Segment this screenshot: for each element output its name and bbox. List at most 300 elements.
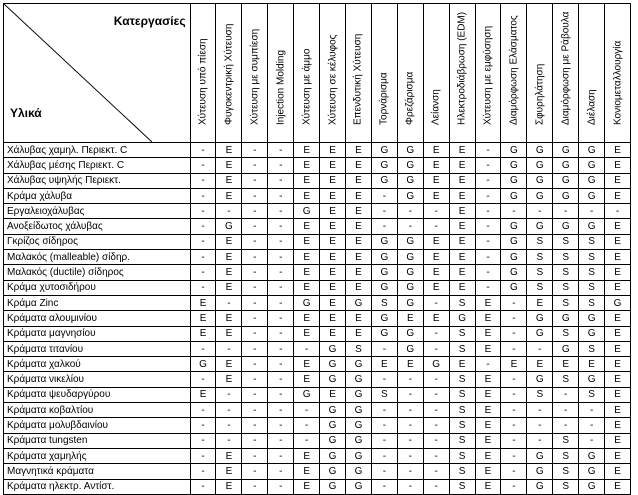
rating-cell: G (320, 372, 346, 387)
process-material-table-sheet (3, 3, 631, 493)
rating-cell: E (605, 357, 631, 372)
process-material-table (3, 3, 631, 495)
rating-cell: - (268, 464, 294, 479)
rating-cell: G (346, 372, 372, 387)
rating-cell: - (268, 448, 294, 463)
rating-cell: S (579, 234, 605, 249)
rating-cell: G (501, 265, 527, 280)
rating-cell: E (605, 280, 631, 295)
rating-cell: G (371, 158, 397, 173)
rating-cell: S (449, 387, 475, 402)
rating-cell: E (294, 265, 320, 280)
rating-cell: S (579, 295, 605, 310)
rating-cell: - (371, 418, 397, 433)
rating-cell: - (527, 403, 553, 418)
rating-cell: - (501, 295, 527, 310)
table-row (4, 387, 631, 402)
process-header: Ηλεκτροδιάβρωση (EDM) (449, 4, 475, 143)
rating-cell: S (449, 479, 475, 494)
rating-cell: - (268, 479, 294, 494)
table-row (4, 372, 631, 387)
rating-cell: G (579, 173, 605, 188)
rating-cell: E (320, 204, 346, 219)
rating-cell: - (371, 448, 397, 463)
rating-cell: E (449, 173, 475, 188)
rating-cell: S (553, 448, 579, 463)
rating-cell: G (501, 188, 527, 203)
rating-cell: - (501, 403, 527, 418)
rating-cell: G (501, 158, 527, 173)
table-row (4, 234, 631, 249)
rating-cell: E (605, 403, 631, 418)
table-row (4, 311, 631, 326)
rating-cell: E (216, 479, 242, 494)
rating-cell: G (553, 219, 579, 234)
rating-cell: E (320, 158, 346, 173)
materials-label: Υλικά (10, 106, 42, 120)
rating-cell: G (527, 219, 553, 234)
rating-cell: G (527, 448, 553, 463)
rating-cell: G (527, 143, 553, 158)
table-row (4, 418, 631, 433)
rating-cell: G (579, 448, 605, 463)
rating-cell: G (294, 387, 320, 402)
rating-cell: S (553, 250, 579, 265)
rating-cell: G (397, 143, 423, 158)
process-header: Χύτευση με άμμο (294, 4, 320, 143)
process-header: Φυγοκεντρική Χύτευση (216, 4, 242, 143)
material-name-cell: Μαγνητικά κράματα (4, 464, 191, 479)
rating-cell: E (320, 188, 346, 203)
table-row (4, 341, 631, 356)
rating-cell: E (346, 265, 372, 280)
rating-cell: E (449, 357, 475, 372)
rating-cell: E (449, 188, 475, 203)
process-header: Χύτευση υπό πίεση (190, 4, 216, 143)
rating-cell: - (242, 173, 268, 188)
rating-cell: S (449, 372, 475, 387)
rating-cell: G (371, 173, 397, 188)
rating-cell: E (605, 326, 631, 341)
rating-cell: - (268, 219, 294, 234)
rating-cell: G (527, 188, 553, 203)
rating-cell: G (579, 143, 605, 158)
rating-cell: G (371, 234, 397, 249)
rating-cell: S (553, 280, 579, 295)
rating-cell: G (527, 372, 553, 387)
rating-cell: E (605, 250, 631, 265)
rating-cell: S (553, 372, 579, 387)
corner-header-cell (4, 4, 191, 143)
table-row (4, 326, 631, 341)
rating-cell: - (268, 418, 294, 433)
rating-cell: - (475, 250, 501, 265)
rating-cell: G (397, 173, 423, 188)
rating-cell: - (216, 418, 242, 433)
rating-cell: S (527, 234, 553, 249)
rating-cell: - (216, 341, 242, 356)
rating-cell: G (346, 295, 372, 310)
rating-cell: E (449, 234, 475, 249)
rating-cell: - (268, 250, 294, 265)
rating-cell: - (268, 143, 294, 158)
rating-cell: E (501, 357, 527, 372)
rating-cell: - (397, 403, 423, 418)
rating-cell: G (527, 479, 553, 494)
rating-cell: G (553, 173, 579, 188)
rating-cell: E (449, 280, 475, 295)
rating-cell: E (605, 219, 631, 234)
rating-cell: G (397, 295, 423, 310)
rating-cell: - (501, 372, 527, 387)
rating-cell: - (216, 433, 242, 448)
rating-cell: G (397, 265, 423, 280)
material-name-cell: Χάλυβας υψηλής Περιεκτ. (4, 173, 191, 188)
process-header: Διέλαση (579, 4, 605, 143)
rating-cell: S (579, 265, 605, 280)
rating-cell: - (423, 387, 449, 402)
table-row (4, 448, 631, 463)
rating-cell: E (216, 234, 242, 249)
table-row (4, 219, 631, 234)
rating-cell: G (320, 464, 346, 479)
rating-cell: E (449, 204, 475, 219)
table-row (4, 188, 631, 203)
categories-label: Κατεργασίες (113, 14, 186, 28)
rating-cell: - (216, 387, 242, 402)
rating-cell: E (294, 158, 320, 173)
rating-cell: G (501, 173, 527, 188)
rating-cell: G (320, 479, 346, 494)
material-name-cell: Χάλυβας μέσης Περιεκτ. C (4, 158, 191, 173)
rating-cell: S (527, 280, 553, 295)
process-header: Διαμόρφωση Ελάσματος (501, 4, 527, 143)
rating-cell: E (346, 219, 372, 234)
rating-cell: - (397, 464, 423, 479)
rating-cell: - (190, 418, 216, 433)
rating-cell: E (320, 280, 346, 295)
rating-cell: E (423, 265, 449, 280)
process-header: Διαμόρφωση με Ράβουλα (553, 4, 579, 143)
rating-cell: G (579, 219, 605, 234)
rating-cell: - (371, 403, 397, 418)
material-name-cell: Μαλακός (malleable) σίδηρ. (4, 250, 191, 265)
rating-cell: - (216, 204, 242, 219)
rating-cell: - (371, 372, 397, 387)
rating-cell: E (553, 357, 579, 372)
rating-cell: - (268, 326, 294, 341)
rating-cell: E (216, 448, 242, 463)
rating-cell: - (268, 204, 294, 219)
rating-cell: E (346, 250, 372, 265)
rating-cell: E (423, 280, 449, 295)
rating-cell: - (268, 372, 294, 387)
rating-cell: - (605, 204, 631, 219)
rating-cell: - (294, 403, 320, 418)
rating-cell: S (527, 387, 553, 402)
material-name-cell: Κράματα χαμηλής (4, 448, 191, 463)
rating-cell: - (475, 265, 501, 280)
rating-cell: E (527, 357, 553, 372)
rating-cell: E (605, 418, 631, 433)
rating-cell: G (397, 188, 423, 203)
rating-cell: - (268, 387, 294, 402)
rating-cell: E (190, 326, 216, 341)
rating-cell: G (397, 341, 423, 356)
rating-cell: S (579, 280, 605, 295)
rating-cell: E (475, 448, 501, 463)
rating-cell: E (423, 234, 449, 249)
rating-cell: - (268, 433, 294, 448)
rating-cell: - (475, 204, 501, 219)
table-row (4, 250, 631, 265)
rating-cell: E (605, 311, 631, 326)
rating-cell: - (475, 234, 501, 249)
rating-cell: S (553, 464, 579, 479)
rating-cell: - (371, 204, 397, 219)
rating-cell: G (346, 433, 372, 448)
rating-cell: - (190, 341, 216, 356)
material-name-cell: Εργαλειοχάλυβας (4, 204, 191, 219)
rating-cell: G (501, 219, 527, 234)
rating-cell: S (449, 403, 475, 418)
rating-cell: - (553, 387, 579, 402)
rating-cell: E (294, 188, 320, 203)
rating-cell: E (475, 311, 501, 326)
rating-cell: - (397, 433, 423, 448)
rating-cell: G (553, 311, 579, 326)
rating-cell: G (527, 173, 553, 188)
rating-cell: - (553, 418, 579, 433)
table-row (4, 403, 631, 418)
material-name-cell: Κράμα χυτοσιδήρου (4, 280, 191, 295)
rating-cell: S (553, 265, 579, 280)
rating-cell: - (423, 418, 449, 433)
material-name-cell: Μαλακός (ductile) σίδηρος (4, 265, 191, 280)
rating-cell: E (320, 326, 346, 341)
rating-cell: E (397, 357, 423, 372)
rating-cell: - (371, 219, 397, 234)
rating-cell: E (320, 311, 346, 326)
rating-cell: E (605, 173, 631, 188)
rating-cell: G (579, 464, 605, 479)
rating-cell: G (371, 326, 397, 341)
rating-cell: G (501, 250, 527, 265)
rating-cell: - (268, 357, 294, 372)
rating-cell: G (346, 403, 372, 418)
rating-cell: E (216, 280, 242, 295)
rating-cell: E (216, 188, 242, 203)
rating-cell: E (294, 280, 320, 295)
rating-cell: - (242, 280, 268, 295)
rating-cell: - (501, 326, 527, 341)
rating-cell: G (371, 311, 397, 326)
rating-cell: - (423, 464, 449, 479)
rating-cell: - (475, 143, 501, 158)
rating-cell: E (346, 311, 372, 326)
process-header: Σφυρηλάτηση (527, 4, 553, 143)
material-name-cell: Κράματα μολυβδαινίου (4, 418, 191, 433)
rating-cell: - (242, 403, 268, 418)
rating-cell: E (346, 280, 372, 295)
rating-cell: G (553, 158, 579, 173)
rating-cell: - (268, 341, 294, 356)
rating-cell: G (346, 479, 372, 494)
rating-cell: - (268, 295, 294, 310)
rating-cell: - (242, 219, 268, 234)
rating-cell: E (475, 403, 501, 418)
rating-cell: - (242, 234, 268, 249)
material-name-cell: Κράματα νικελίου (4, 372, 191, 387)
rating-cell: E (475, 418, 501, 433)
rating-cell: S (449, 326, 475, 341)
rating-cell: - (475, 357, 501, 372)
rating-cell: E (216, 464, 242, 479)
rating-cell: E (320, 143, 346, 158)
rating-cell: - (190, 188, 216, 203)
rating-cell: E (449, 143, 475, 158)
rating-cell: - (397, 418, 423, 433)
rating-cell: G (527, 158, 553, 173)
rating-cell: - (579, 433, 605, 448)
rating-cell: - (475, 280, 501, 295)
header-row (4, 4, 631, 143)
material-name-cell: Χάλυβας χαμηλ. Περιεκτ. C (4, 143, 191, 158)
rating-cell: - (190, 219, 216, 234)
material-name-cell: Κράματα χαλκού (4, 357, 191, 372)
rating-cell: E (346, 158, 372, 173)
rating-cell: E (320, 173, 346, 188)
table-row (4, 265, 631, 280)
rating-cell: E (216, 311, 242, 326)
rating-cell: E (527, 295, 553, 310)
rating-cell: E (320, 387, 346, 402)
rating-cell: S (371, 295, 397, 310)
material-name-cell: Κράματα tungsten (4, 433, 191, 448)
rating-cell: - (268, 311, 294, 326)
rating-cell: G (423, 357, 449, 372)
rating-cell: E (216, 173, 242, 188)
rating-cell: - (242, 311, 268, 326)
rating-cell: - (190, 448, 216, 463)
rating-cell: - (190, 280, 216, 295)
rating-cell: G (371, 265, 397, 280)
rating-cell: G (501, 143, 527, 158)
rating-cell: S (527, 265, 553, 280)
rating-cell: - (190, 464, 216, 479)
rating-cell: - (527, 433, 553, 448)
rating-cell: - (397, 372, 423, 387)
material-name-cell: Κράμα χάλυβα (4, 188, 191, 203)
rating-cell: E (346, 326, 372, 341)
rating-cell: - (294, 433, 320, 448)
rating-cell: - (579, 204, 605, 219)
rating-cell: G (397, 234, 423, 249)
rating-cell: E (320, 265, 346, 280)
rating-cell: - (371, 479, 397, 494)
rating-cell: G (449, 311, 475, 326)
rating-cell: - (242, 265, 268, 280)
rating-cell: E (190, 295, 216, 310)
rating-cell: E (605, 265, 631, 280)
rating-cell: E (423, 143, 449, 158)
rating-cell: G (579, 158, 605, 173)
rating-cell: E (320, 250, 346, 265)
rating-cell: S (449, 464, 475, 479)
rating-cell: E (475, 295, 501, 310)
table-row (4, 280, 631, 295)
rating-cell: - (190, 479, 216, 494)
rating-cell: - (242, 204, 268, 219)
rating-cell: E (190, 387, 216, 402)
rating-cell: G (605, 295, 631, 310)
rating-cell: - (579, 418, 605, 433)
rating-cell: - (423, 403, 449, 418)
rating-cell: E (605, 433, 631, 448)
rating-cell: - (242, 143, 268, 158)
rating-cell: G (346, 448, 372, 463)
rating-cell: - (501, 418, 527, 433)
process-header: Λείανση (423, 4, 449, 143)
rating-cell: - (190, 204, 216, 219)
rating-cell: E (346, 234, 372, 249)
rating-cell: - (268, 403, 294, 418)
rating-cell: G (190, 357, 216, 372)
rating-cell: - (371, 464, 397, 479)
rating-cell: E (294, 311, 320, 326)
rating-cell: - (190, 403, 216, 418)
rating-cell: - (553, 204, 579, 219)
table-body (4, 143, 631, 495)
rating-cell: - (242, 448, 268, 463)
rating-cell: - (475, 188, 501, 203)
rating-cell: E (320, 295, 346, 310)
process-header: Φρεζάρισμα (397, 4, 423, 143)
rating-cell: - (242, 295, 268, 310)
rating-cell: E (423, 250, 449, 265)
rating-cell: G (320, 448, 346, 463)
rating-cell: - (268, 158, 294, 173)
rating-cell: E (605, 387, 631, 402)
rating-cell: E (605, 448, 631, 463)
table-row (4, 357, 631, 372)
rating-cell: G (371, 280, 397, 295)
rating-cell: - (371, 188, 397, 203)
material-name-cell: Κράματα ψευδαργύρου (4, 387, 191, 402)
rating-cell: E (294, 326, 320, 341)
rating-cell: - (501, 387, 527, 402)
rating-cell: - (242, 372, 268, 387)
rating-cell: - (268, 173, 294, 188)
rating-cell: - (579, 403, 605, 418)
rating-cell: - (397, 219, 423, 234)
process-header: Injection Molding (268, 4, 294, 143)
rating-cell: - (553, 403, 579, 418)
rating-cell: E (605, 158, 631, 173)
rating-cell: - (501, 204, 527, 219)
rating-cell: E (449, 265, 475, 280)
rating-cell: G (527, 326, 553, 341)
rating-cell: S (553, 326, 579, 341)
rating-cell: - (475, 219, 501, 234)
rating-cell: - (242, 479, 268, 494)
rating-cell: S (579, 387, 605, 402)
rating-cell: - (190, 158, 216, 173)
rating-cell: E (320, 234, 346, 249)
rating-cell: - (423, 433, 449, 448)
process-header: Επενδυτική Χύτευση (346, 4, 372, 143)
material-name-cell: Ανοξείδωτος χάλυβας (4, 219, 191, 234)
